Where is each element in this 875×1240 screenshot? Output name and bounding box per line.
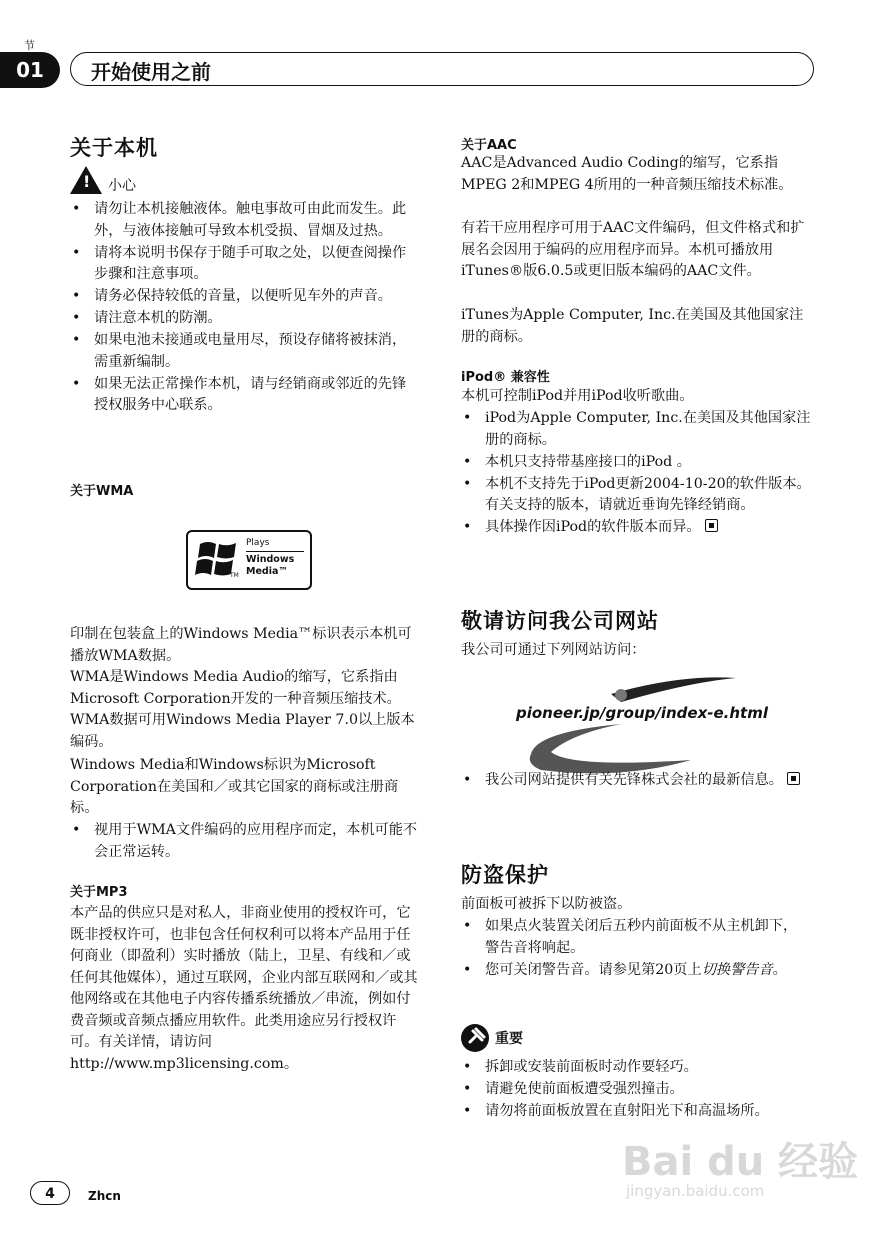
website-list: [461, 770, 811, 792]
list-item: • 如果无法正常操作本机，请与经销商或邻近的先锋授权服务中心联系。: [70, 374, 415, 417]
important-row: [461, 1024, 523, 1052]
aac-paragraph-2: 有若干应用程序可用于AAC文件编码，但文件格式和扩展名会因用于编码的应用程序而异。本机可播放用 iTunes®版6.0.5或更旧版本编码的AAC文件。: [461, 220, 805, 279]
pin-icon: [461, 1024, 489, 1052]
list-item: • 请避免使前面板遭受强烈撞击。: [461, 1079, 811, 1101]
list-item-text: 我公司网站提供有关先锋株式会社的最新信息。: [485, 772, 783, 788]
list-item: • 本机只支持带基座接口的iPod 。: [461, 452, 811, 474]
section-label: 节: [24, 39, 35, 52]
aac-paragraph-3: iTunes为Apple Computer, Inc.在美国及其他国家注册的商标。: [461, 307, 804, 345]
wma-paragraph-3: Windows Media和Windows标识为Microsoft Corporation在美国和／或其它国家的商标或注册商标。: [70, 757, 399, 816]
website-intro: 我公司可通过下列网站访问：: [461, 642, 646, 658]
caution-list: [70, 199, 415, 417]
list-item-text: 具体操作因iPod的软件版本而异。: [485, 519, 701, 535]
list-item: [461, 770, 811, 792]
section-number-tab: 01: [0, 52, 60, 88]
list-item: • 请勿将前面板放置在直射阳光下和高温场所。: [461, 1101, 811, 1123]
logo-media: Media™: [246, 566, 288, 577]
website-url[interactable]: pioneer.jp/group/index-e.html: [516, 704, 768, 722]
wma-paragraph-2: WMA是Windows Media Audio的缩写，它系指由Microsoft Corporation开发的一种音频压缩技术。WMA数据可用Windows Media Player 7.0以上版本编码。: [70, 669, 415, 750]
antitheft-intro: 前面板可被拆下以防被盗。: [461, 896, 632, 912]
important-label: 重要: [495, 1031, 523, 1047]
section-end-icon: [787, 772, 800, 785]
logo-windows: Windows: [246, 554, 295, 565]
list-item-end: 。: [772, 961, 787, 978]
warning-triangle-icon: !: [70, 166, 102, 194]
aac-paragraph-1: AAC是Advanced Audio Coding的缩写，它系指MPEG 2和MPEG 4所用的一种音频压缩技术标准。: [461, 155, 793, 193]
logo-plays: Plays: [246, 538, 270, 548]
ipod-list: [461, 408, 811, 539]
logo-divider: [246, 551, 304, 552]
logo-tm: TM: [230, 572, 239, 579]
section-end-icon: [705, 519, 718, 532]
windows-media-logo: [186, 530, 312, 590]
header-bar: [70, 52, 814, 86]
chapter-title: 开始使用之前: [91, 60, 211, 84]
important-list: [461, 1057, 811, 1123]
list-item: [461, 517, 811, 539]
caution-label: 小心: [108, 178, 136, 194]
ipod-intro: 本机可控制iPod并用iPod收听歌曲。: [461, 388, 694, 404]
list-item-text: 您可关闭警告音。请参见第20页上: [485, 961, 702, 978]
list-item: • 如果电池未接通或电量用尽，预设存储将被抹消，需重新编制。: [70, 330, 415, 373]
heading-aac: 关于AAC: [461, 138, 517, 153]
list-item: • 本机不支持先于iPod更新2004-10-20的软件版本。 有关支持的版本，请就近垂询先锋经销商。: [461, 474, 811, 517]
mp3-paragraph: 本产品的供应只是对私人，非商业使用的授权许可，它既非授权许可，也非包含任何权利可以将本产品用于任何商业（即盈利）实时播放（陆上，卫星、有线和／或任何其他媒体），通过互联网，企业内部互联网和／或其他网络或在其他电子内容传播系统播放／串流，例如付费音频或音频点播应用软件。此类用途应另行授权许可。有关详情，请访问 http://www.mp3licensing.com。: [70, 905, 418, 1072]
list-item: • 请勿让本机接触液体。触电事故可由此而发生。此外，与液体接触可导致本机受损、冒烟及过热。: [70, 199, 415, 242]
heading-about-unit: 关于本机: [70, 136, 158, 160]
list-item: • 请务必保持较低的音量，以便听见车外的声音。: [70, 286, 415, 308]
heading-wma: 关于WMA: [70, 484, 134, 499]
list-item: • 视用于WMA文件编码的应用程序而定，本机可能不会正常运转。: [70, 820, 422, 863]
caution-row: [70, 165, 136, 195]
heading-mp3: 关于MP3: [70, 885, 128, 900]
wma-paragraph-1: 印制在包装盒上的Windows Media™标识表示本机可播放WMA数据。: [70, 626, 412, 664]
heading-ipod: iPod® 兼容性: [461, 370, 550, 385]
list-item: • 请注意本机的防潮。: [70, 308, 415, 330]
baidu-watermark-url: jingyan.baidu.com: [626, 1182, 765, 1200]
heading-website: 敬请访问我公司网站: [461, 609, 659, 633]
language-code: Zhcn: [88, 1189, 121, 1203]
baidu-watermark: Bai du 经验: [622, 1139, 859, 1185]
heading-antitheft: 防盗保护: [461, 863, 549, 887]
list-item: • 请将本说明书保存于随手可取之处，以便查阅操作步骤和注意事项。: [70, 243, 415, 286]
page-number: 4: [30, 1181, 70, 1205]
list-item: • 拆卸或安装前面板时动作要轻巧。: [461, 1057, 811, 1079]
list-item: [461, 960, 811, 982]
list-item: • 如果点火装置关闭后五秒内前面板不从主机卸下，警告音将响起。: [461, 916, 811, 959]
wma-list: [70, 820, 422, 864]
cross-reference-link[interactable]: 切换警告音: [701, 961, 773, 978]
list-item: • iPod为Apple Computer, Inc.在美国及其他国家注册的商标。: [461, 408, 811, 451]
antitheft-list: [461, 916, 811, 982]
